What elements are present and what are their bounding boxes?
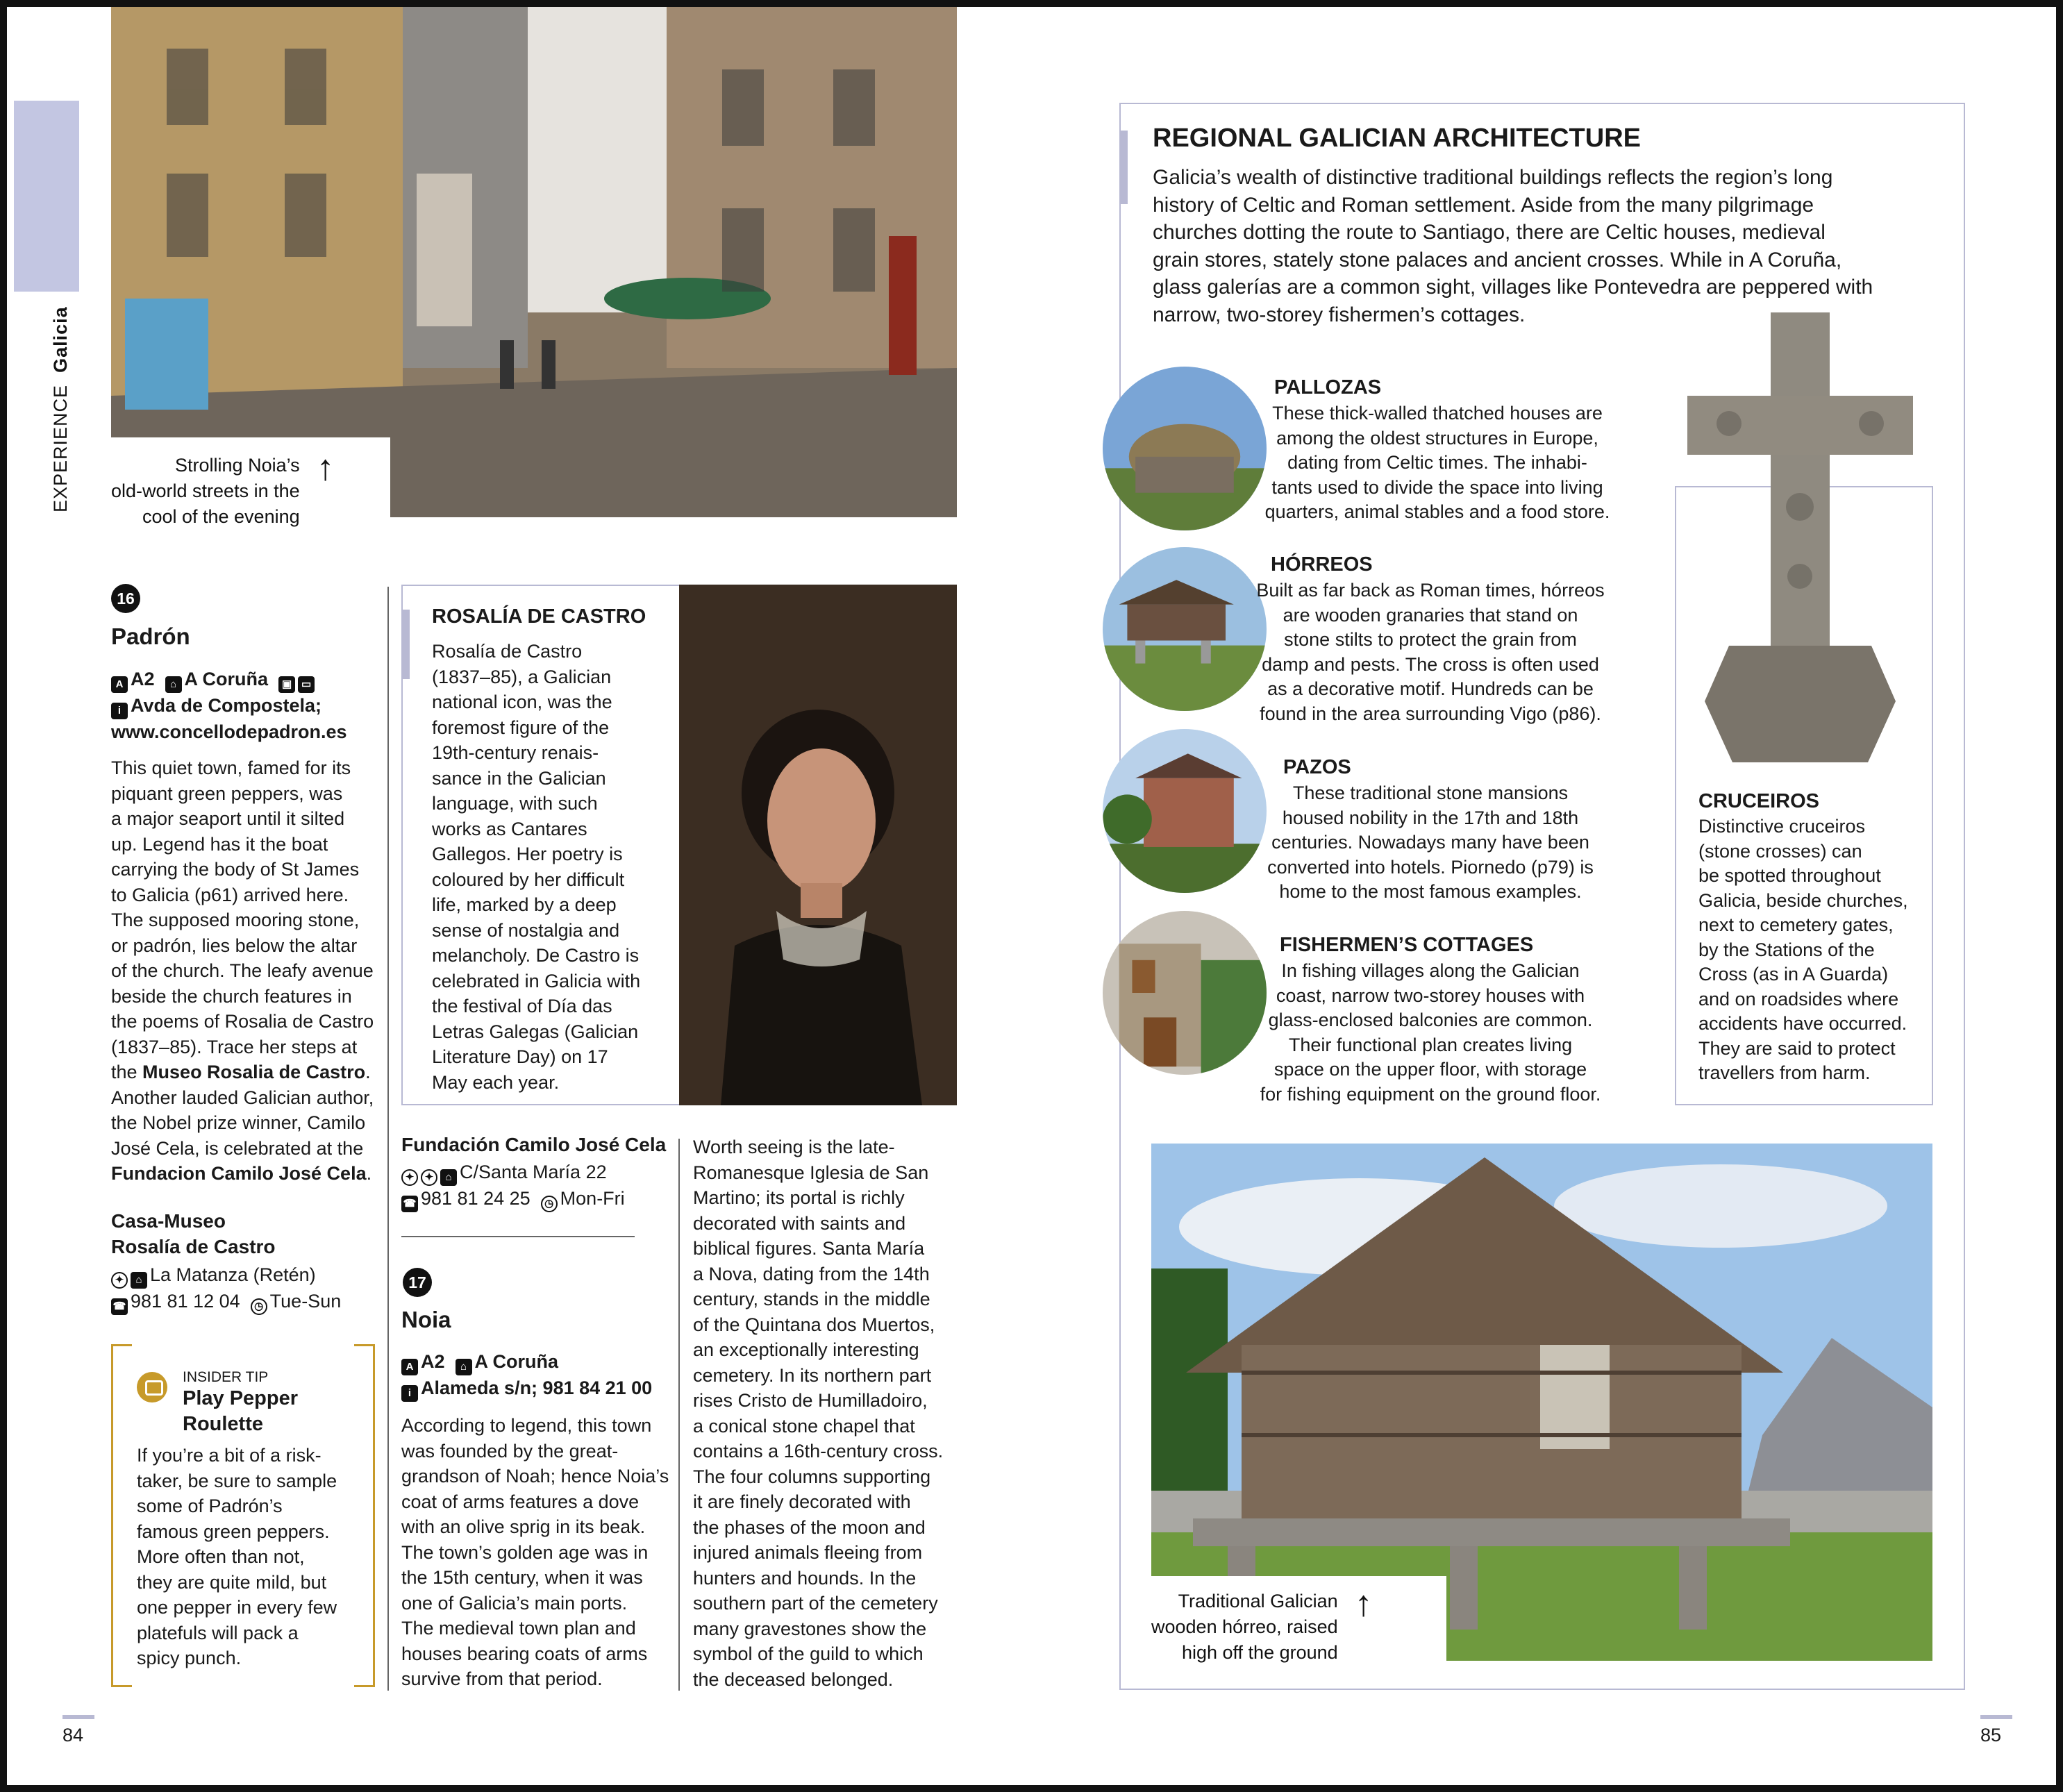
- body-line: they are quite mild, but: [137, 1571, 327, 1593]
- noia-info: [401, 1349, 652, 1402]
- sidebar-label: [50, 306, 72, 512]
- padron-body: [111, 755, 382, 1187]
- tip-corner: [354, 1344, 375, 1346]
- body-line: coast, narrow two-storey houses with: [1276, 985, 1585, 1006]
- insider-tip-box: [111, 1344, 375, 1687]
- body-line: rises Cristo de Humilladoiro,: [693, 1390, 928, 1411]
- body-line: one of Galicia’s main ports.: [401, 1592, 628, 1614]
- clock-icon: ◷: [541, 1196, 558, 1212]
- speech-bubble-icon: [137, 1372, 167, 1402]
- province: A Coruña: [184, 669, 269, 689]
- caption-line: Strolling Noia’s: [175, 455, 300, 476]
- address-icon: ⌂: [440, 1169, 457, 1186]
- tip-corner: [354, 1685, 375, 1687]
- body-line: platefuls will pack a: [137, 1622, 299, 1643]
- body-line: works as Cantares: [432, 818, 587, 839]
- horreo-photo: [1103, 547, 1267, 711]
- body-line: found in the area surrounding Vigo (p86).: [1260, 703, 1601, 724]
- body-line: the Museo Rosalia de Castro.: [111, 1062, 371, 1082]
- body-line: some of Padrón’s: [137, 1496, 283, 1516]
- train-icon: ▣: [278, 676, 295, 693]
- body-line: The four columns supporting: [693, 1466, 931, 1487]
- body-line: Their functional plan creates living: [1288, 1034, 1573, 1055]
- body-line: Rosalía de Castro: [432, 641, 583, 662]
- body-line: cemetery. In its northern part: [693, 1364, 932, 1386]
- body-line: coat of arms features a dove: [401, 1491, 640, 1512]
- page-number-accent: [1980, 1715, 2012, 1719]
- body-line: biblical figures. Santa María: [693, 1238, 925, 1259]
- body-line: grain stores, stately stone palaces and ancient crosses. While in A Coruña,: [1153, 248, 1842, 271]
- body-line: dating from Celtic times. The inhabi-: [1287, 452, 1587, 473]
- body-line: More often than not,: [137, 1546, 305, 1567]
- body-line: southern part of the cemetery: [693, 1593, 938, 1614]
- province: A Coruña: [474, 1351, 559, 1372]
- body-line: Letras Galegas (Galician: [432, 1021, 639, 1042]
- architecture-intro: [1153, 164, 1951, 328]
- map-ref: A2: [131, 669, 155, 689]
- fishermen-cottage-photo: [1103, 911, 1267, 1075]
- body-line: quarters, animal stables and a food store.: [1264, 501, 1610, 522]
- body-line: home to the most famous examples.: [1279, 881, 1582, 902]
- body-line: are wooden granaries that stand on: [1283, 604, 1578, 626]
- sight-icon: ✦: [111, 1272, 128, 1289]
- museum-title-line: Casa-Museo: [111, 1210, 226, 1232]
- body-line: a Nova, dating from the 14th: [693, 1263, 930, 1284]
- palloza-photo: [1103, 367, 1267, 530]
- body-line: as a decorative motif. Hundreds can be: [1267, 678, 1594, 699]
- tip-kicker: INSIDER TIP: [183, 1369, 269, 1385]
- body-line: beside the church features in: [111, 985, 352, 1007]
- entry-number-badge: 17: [403, 1268, 432, 1297]
- body-line: for fishing equipment on the ground floor.: [1260, 1083, 1601, 1105]
- body-line: José Cela, is celebrated at the: [111, 1137, 364, 1159]
- body-line: and on roadsides where: [1698, 988, 1899, 1010]
- entry-title-padron: Padrón: [111, 623, 190, 649]
- body-line: Distinctive cruceiros: [1698, 816, 1866, 837]
- body-line: centuries. Nowadays many have been: [1271, 832, 1589, 853]
- body-line: housed nobility in the 17th and 18th: [1282, 807, 1579, 828]
- museum-info: [111, 1262, 389, 1315]
- body-line: century, stands in the middle: [693, 1289, 930, 1309]
- museum-hours: Tue-Sun: [269, 1291, 342, 1312]
- cruceiros-title: CRUCEIROS: [1698, 790, 1820, 812]
- body-line: the phases of the moon and: [693, 1516, 926, 1538]
- province-icon: ⌂: [165, 676, 182, 693]
- page-number-right: 85: [1980, 1725, 2002, 1745]
- tip-title: [183, 1386, 298, 1437]
- body-line: The town’s golden age was in: [401, 1541, 649, 1563]
- sidebar-label-prefix: EXPERIENCE: [50, 384, 71, 512]
- entry-title-noia: Noia: [401, 1307, 451, 1332]
- cruceiros-body: [1698, 814, 1928, 1086]
- body-line: a major seaport until it silted: [111, 808, 345, 829]
- museum-address: La Matanza (Retén): [150, 1264, 316, 1285]
- phone-icon: ☎: [111, 1298, 128, 1315]
- body-line: Galicia’s wealth of distinctive traditional buildings reflects the region’s long: [1153, 166, 1833, 189]
- body-line: These thick-walled thatched houses are: [1272, 403, 1603, 424]
- body-line: the 15th century, when it was: [401, 1567, 643, 1588]
- fundacion-address: C/Santa María 22: [460, 1162, 607, 1182]
- padron-info: [111, 667, 347, 745]
- rosalia-portrait: [679, 585, 957, 1105]
- museum-title-line: Rosalía de Castro: [111, 1236, 276, 1257]
- caption-line: old-world streets in the: [111, 480, 300, 501]
- address-icon: ⌂: [131, 1272, 147, 1289]
- body-line: life, marked by a deep: [432, 894, 617, 915]
- body-line: famous green peppers.: [137, 1521, 330, 1542]
- body-line: churches dotting the route to Santiago, there are Celtic houses, medieval: [1153, 221, 1826, 244]
- arrow-up-icon: ↑: [1354, 1584, 1373, 1624]
- map-grid-icon: A: [401, 1359, 418, 1375]
- sight-icon: ✦: [401, 1169, 418, 1186]
- street-photo-caption: [111, 437, 390, 527]
- rosalia-body: [432, 639, 682, 1095]
- body-line: by the Stations of the: [1698, 939, 1875, 960]
- tip-title-line: Play Pepper: [183, 1387, 299, 1409]
- body-line: melancholy. De Castro is: [432, 945, 640, 966]
- body-line: According to legend, this town: [401, 1415, 652, 1436]
- info-icon: i: [111, 703, 128, 719]
- fundacion-hours: Mon-Fri: [560, 1188, 625, 1209]
- province-icon: ⌂: [456, 1359, 472, 1375]
- body-line: or padrón, lies below the altar: [111, 935, 358, 956]
- body-line: Romanesque Iglesia de San: [693, 1162, 929, 1183]
- clock-icon: ◷: [251, 1298, 267, 1315]
- museum-phone: 981 81 12 04: [131, 1291, 240, 1312]
- body-line: This quiet town, famed for its: [111, 757, 351, 778]
- section-rule: [401, 1236, 635, 1237]
- body-line: hunters and hounds. In the: [693, 1567, 917, 1589]
- body-line: In fishing villages along the Galician: [1281, 960, 1580, 981]
- padron-website[interactable]: www.concellodepadron.es: [111, 721, 347, 742]
- body-line: of the Quintana dos Muertos,: [693, 1314, 935, 1335]
- body-line: Built as far back as Roman times, hórreos: [1256, 580, 1605, 601]
- arrow-up-icon: ↑: [316, 448, 335, 488]
- body-line: decorated with saints and: [693, 1212, 906, 1234]
- body-line: sense of nostalgia and: [432, 919, 620, 941]
- museum-title: [111, 1208, 276, 1259]
- body-line: the Nobel prize winner, Camilo: [111, 1112, 366, 1133]
- body-line: to Galicia (p61) arrived here.: [111, 884, 349, 905]
- body-line: tants used to divide the space into living: [1271, 476, 1603, 498]
- pallozas-body: [1264, 401, 1611, 525]
- map-grid-icon: A: [111, 676, 128, 693]
- body-line: Another lauded Galician author,: [111, 1087, 374, 1108]
- body-line: injured animals fleeing from: [693, 1542, 923, 1563]
- body-line: glass galerías are a common sight, villages like Pontevedra are peppered with: [1153, 276, 1873, 299]
- body-line: Martino; its portal is richly: [693, 1187, 905, 1208]
- caption-line: high off the ground: [1181, 1642, 1338, 1663]
- body-line: of the church. The leafy avenue: [111, 960, 374, 981]
- body-line: stone stilts to protect the grain from: [1284, 629, 1577, 650]
- body-line: language, with such: [432, 793, 598, 814]
- noia-body-continued: [693, 1134, 965, 1692]
- body-line: a conical stone chapel that: [693, 1415, 915, 1437]
- body-line: survive from that period.: [401, 1668, 603, 1689]
- body-line: celebrated in Galicia with: [432, 970, 641, 991]
- body-line: 19th-century renais-: [432, 742, 599, 763]
- body-line: national icon, was the: [432, 692, 612, 712]
- architecture-title: REGIONAL GALICIAN ARCHITECTURE: [1153, 124, 1641, 153]
- horreos-body: [1250, 578, 1611, 726]
- body-line: it are finely decorated with: [693, 1491, 911, 1512]
- body-line: (stone crosses) can: [1698, 840, 1862, 862]
- fundacion-title: Fundación Camilo José Cela: [401, 1134, 667, 1155]
- tip-title-line: Roulette: [183, 1413, 263, 1435]
- body-line: symbol of the guild to which: [693, 1643, 924, 1664]
- horreo-photo-caption: [1151, 1576, 1446, 1661]
- bus-icon: ▭: [298, 676, 315, 693]
- body-line: travellers from harm.: [1698, 1062, 1871, 1083]
- body-line: They are said to protect: [1698, 1037, 1896, 1059]
- page-number-left: 84: [62, 1725, 84, 1745]
- body-line: next to cemetery gates,: [1698, 914, 1894, 935]
- tip-body: [137, 1443, 373, 1671]
- body-line: Gallegos. Her poetry is: [432, 844, 623, 864]
- body-line: glass-enclosed balconies are common.: [1268, 1010, 1593, 1030]
- body-line: many gravestones show the: [693, 1618, 927, 1639]
- body-line: accidents have occurred.: [1698, 1013, 1907, 1034]
- body-line: the poems of Rosalia de Castro: [111, 1011, 374, 1032]
- body-line: was founded by the great-: [401, 1440, 619, 1462]
- column-divider: [387, 587, 389, 1691]
- body-line: contains a 16th-century cross.: [693, 1441, 944, 1462]
- body-line: Fundacion Camilo José Cela.: [111, 1163, 372, 1184]
- body-line: Worth seeing is the late-: [693, 1137, 895, 1157]
- horreos-title: HÓRREOS: [1271, 553, 1373, 576]
- body-line: These traditional stone mansions: [1292, 782, 1569, 803]
- body-line: Literature Day) on 17: [432, 1046, 608, 1067]
- info-icon: i: [401, 1385, 418, 1402]
- rosalia-accent: [401, 610, 410, 679]
- body-line: Galicia, beside churches,: [1698, 889, 1908, 911]
- pazos-body: [1250, 781, 1611, 905]
- body-line: history of Celtic and Roman settlement. Aside from the many pilgrimage: [1153, 193, 1814, 217]
- column-divider: [678, 1139, 680, 1691]
- pazos-title: PAZOS: [1283, 756, 1351, 778]
- sight-icon: ✦: [421, 1169, 437, 1186]
- body-line: up. Legend has it the boat: [111, 833, 328, 855]
- body-line: the festival of Día das: [432, 996, 612, 1016]
- sidebar-accent-bar: [14, 101, 79, 292]
- body-line: coloured by her difficult: [432, 869, 625, 890]
- fundacion-phone: 981 81 24 25: [421, 1188, 531, 1209]
- body-line: with an olive sprig in its beak.: [401, 1516, 646, 1537]
- body-line: spicy punch.: [137, 1648, 242, 1668]
- rosalia-title: ROSALÍA DE CASTRO: [432, 605, 646, 628]
- body-line: Cross (as in A Guarda): [1698, 964, 1889, 985]
- body-line: piquant green peppers, was: [111, 782, 343, 804]
- body-line: The supposed mooring stone,: [111, 910, 360, 930]
- body-line: an exceptionally interesting: [693, 1339, 919, 1360]
- body-line: (1837–85), a Galician: [432, 666, 612, 687]
- fundacion-info: [401, 1159, 672, 1212]
- cottages-title: FISHERMEN’S COTTAGES: [1280, 934, 1534, 956]
- entry-number-badge: 16: [111, 584, 140, 613]
- pazo-photo: [1103, 729, 1267, 893]
- page-number-accent: [62, 1715, 94, 1719]
- caption-line: cool of the evening: [142, 506, 300, 527]
- body-line: The medieval town plan and: [401, 1618, 636, 1639]
- body-line: narrow, two-storey fishermen’s cottages.: [1153, 303, 1526, 326]
- bold-place-name: Museo Rosalia de Castro: [142, 1062, 366, 1082]
- caption-line: Traditional Galician: [1178, 1591, 1338, 1611]
- cottages-body: [1243, 959, 1618, 1107]
- pallozas-title: PALLOZAS: [1274, 376, 1382, 399]
- noia-body: [401, 1413, 674, 1692]
- body-line: If you’re a bit of a risk-: [137, 1445, 321, 1466]
- body-line: among the oldest structures in Europe,: [1276, 427, 1598, 449]
- body-line: the deceased belonged.: [693, 1668, 894, 1690]
- map-ref: A2: [421, 1351, 445, 1372]
- phone-icon: ☎: [401, 1196, 418, 1212]
- bold-place-name: Fundacion Camilo José Cela: [111, 1163, 367, 1184]
- tourist-office: Avda de Compostela;: [131, 695, 322, 716]
- body-line: taker, be sure to sample: [137, 1470, 337, 1491]
- body-line: May each year.: [432, 1071, 560, 1093]
- architecture-accent: [1119, 131, 1128, 204]
- body-line: be spotted throughout: [1698, 865, 1881, 886]
- sidebar-label-region: Galicia: [50, 306, 71, 373]
- body-line: foremost figure of the: [432, 717, 610, 738]
- body-line: grandson of Noah; hence Noia’s: [401, 1466, 669, 1487]
- cruceiro-photo: [1687, 312, 1913, 762]
- caption-line: wooden hórreo, raised: [1151, 1616, 1338, 1637]
- tourist-office: Alameda s/n; 981 84 21 00: [421, 1378, 653, 1398]
- body-line: space on the upper floor, with storage: [1273, 1059, 1587, 1080]
- body-line: (1837–85). Trace her steps at: [111, 1036, 358, 1057]
- body-line: houses bearing coats of arms: [401, 1643, 648, 1664]
- body-line: carrying the body of St James: [111, 859, 360, 880]
- body-line: damp and pests. The cross is often used: [1262, 653, 1599, 675]
- body-line: converted into hotels. Piornedo (p79) is: [1267, 856, 1594, 878]
- body-line: sance in the Galician: [432, 767, 606, 789]
- body-line: one pepper in every few: [137, 1597, 337, 1618]
